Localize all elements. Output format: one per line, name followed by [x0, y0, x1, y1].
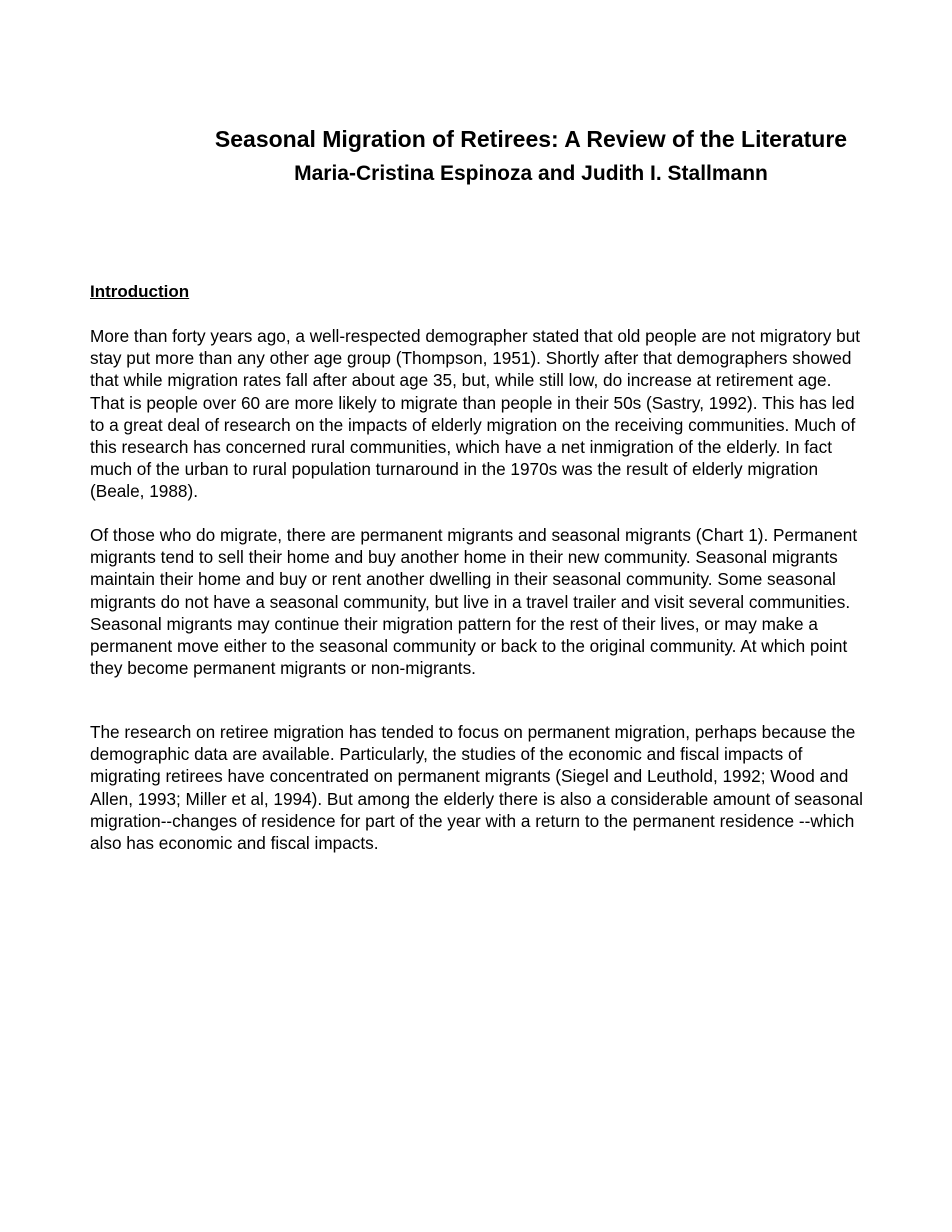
paper-authors: Maria-Cristina Espinoza and Judith I. Stallmann — [294, 162, 768, 185]
section-heading-introduction: Introduction — [90, 282, 190, 301]
paper-title: Seasonal Migration of Retirees: A Review of the Literature — [214, 126, 848, 152]
body-paragraph: More than forty years ago, a well-respected demographer stated that old people are not migratory but stay put more than any other age group (Thompson, 1951). Shortly after that demographers showed that while migration rates fall after about age 35, but, while still low, do increase at retirement age. That is people over 60 are more likely to migrate than people in their 50s (Sastry, 1992). This has led to a great deal of research on the impacts of elderly migration on the receiving communities. Much of this research has concerned rural communities, which have a net inmigration of the elderly. In fact much of the urban to rural population turnaround in the 1970s was the result of elderly migration (Beale, 1988). — [90, 326, 861, 502]
body-paragraph: The research on retiree migration has tended to focus on permanent migration, perhaps because the demographic data are available. Particularly, the studies of the economic and fiscal impacts of migrating retirees have concentrated on permanent migrants (Siegel and Leuthold, 1992; Wood and Allen, 1993; Miller et al, 1994). But among the elderly there is also a considerable amount of seasonal migration--changes of residence for part of the year with a return to the permanent residence --which also has economic and fiscal impacts. — [90, 722, 863, 854]
body-paragraph: Of those who do migrate, there are permanent migrants and seasonal migrants (Chart 1). Permanent migrants tend to sell their home and buy another home in their new community. Seasonal migrants maintain their home and buy or rent another dwelling in their seasonal community. Some seasonal migrants do not have a seasonal community, but live in a travel trailer and visit several communities. Seasonal migrants may continue their migration pattern for the rest of their lives, or may make a permanent move either to the seasonal community or back to the original community. At which point they become permanent migrants or non-migrants. — [90, 525, 858, 679]
